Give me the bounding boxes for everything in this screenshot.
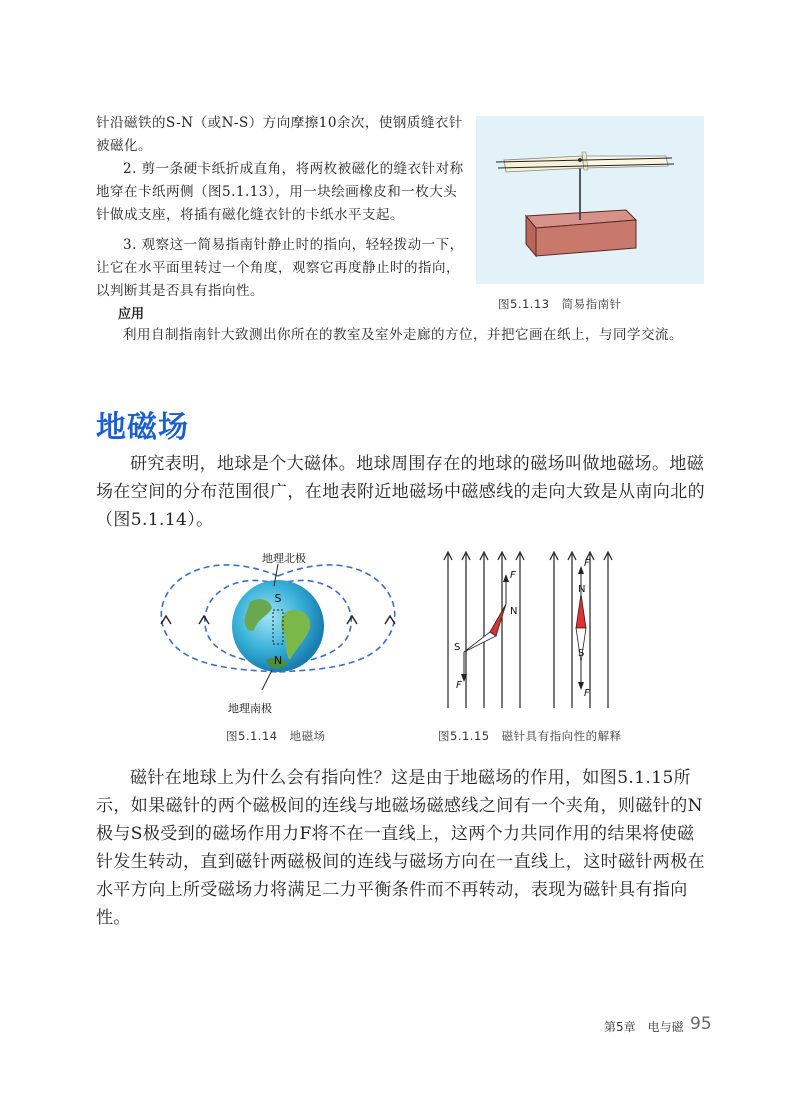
section-title: 地磁场	[96, 410, 189, 445]
label-n-tilted: N	[510, 606, 518, 617]
field-arrow-4	[385, 616, 395, 624]
pole-n-label: N	[273, 654, 283, 667]
south-leader	[262, 670, 272, 690]
needle-tilted-north	[490, 604, 506, 636]
paragraph-apply-text: 利用自制指南针大致测出你所在的教室及室外走廊的方位，并把它画在纸上，与同学交流。	[123, 327, 683, 343]
paragraph-step-2-text: 2. 剪一条硬卡纸折成直角，将两枚被磁化的缝衣针对称地穿在卡纸两侧（图5.1.13），用一块绘画橡皮和一枚大头针做成支座，将插有磁化缝衣针的卡纸水平支起。	[96, 161, 464, 223]
simple-compass-illustration	[476, 116, 704, 284]
caption-figure-5-1-15: 图5.1.15 磁针具有指向性的解释	[438, 729, 622, 743]
needle-tilted-south	[464, 632, 496, 652]
label-geographic-south: 地理南极	[228, 702, 272, 715]
figure-simple-compass	[476, 116, 704, 284]
pin-head	[578, 158, 582, 162]
label-geographic-north: 地理北极	[262, 552, 306, 565]
label-f-tilted-top: F	[510, 570, 516, 581]
earth-field-illustration	[150, 540, 410, 720]
needle-aligned-north	[576, 594, 586, 628]
pole-s-label: S	[274, 592, 282, 605]
figure-earth-field	[150, 540, 410, 720]
card-left	[504, 156, 584, 172]
heading-apply: 应用	[118, 307, 145, 322]
needle-torque-illustration	[436, 548, 616, 718]
paragraph-geomagnetic-text: 研究表明，地球是个大磁体。地球周围存在的地球的磁场叫做地磁场。地磁场在空间的分布范围很广，在地表附近地磁场中磁感线的走向大致是从南向北的（图5.1.14）。	[96, 454, 705, 530]
paragraph-step-3	[96, 234, 466, 303]
paragraph-apply	[96, 324, 708, 347]
caption-figure-5-1-13: 图5.1.13 简易指南针	[498, 297, 622, 311]
paragraph-magnetize	[96, 112, 466, 158]
label-n-aligned: N	[578, 584, 586, 595]
label-f-aligned-top: F	[584, 558, 590, 569]
caption-figure-5-1-14: 图5.1.14 地磁场	[226, 729, 326, 743]
paragraph-step-3-text: 3. 观察这一简易指南针静止时的指向，轻轻拨动一下，让它在水平面里转过一个角度，观察它再度静止时的指向，以判断其是否具有指向性。	[96, 237, 464, 299]
paragraph-geomagnetic	[96, 450, 708, 534]
label-f-aligned-bottom: F	[584, 688, 590, 699]
footer-chapter: 第5章 电与磁	[604, 1020, 684, 1034]
field-arrow-1	[161, 616, 171, 624]
arrowheads-right	[550, 552, 612, 560]
page-number: 95	[690, 1014, 712, 1034]
force-n-tilted-head	[503, 574, 509, 582]
paragraph-magnetize-text: 针沿磁铁的S-N（或N-S）方向摩擦10余次，使钢质缝衣针被磁化。	[96, 115, 463, 154]
label-s-aligned: S	[578, 648, 585, 659]
label-f-tilted-bottom: F	[456, 680, 462, 691]
paragraph-needle-orientation	[96, 764, 708, 932]
paragraph-step-2	[96, 158, 466, 227]
label-s-tilted: S	[454, 642, 461, 653]
figure-needle-torque	[436, 548, 616, 718]
paragraph-needle-orientation-text: 磁针在地球上为什么会有指向性？这是由于地磁场的作用，如图5.1.15所示，如果磁针的两个磁极间的连线与地磁场磁感线之间有一个夹角，则磁针的N极与S极受到的磁场作用力F将不在一直线上，这两个力共同作用的结果将使磁针发生转动，直到磁针两磁极间的连线与磁场方向在一直线上，这时磁针两极在水平方向上所受磁场力将满足二力平衡条件而不再转动，表现为磁针具有指向性。	[96, 768, 705, 928]
